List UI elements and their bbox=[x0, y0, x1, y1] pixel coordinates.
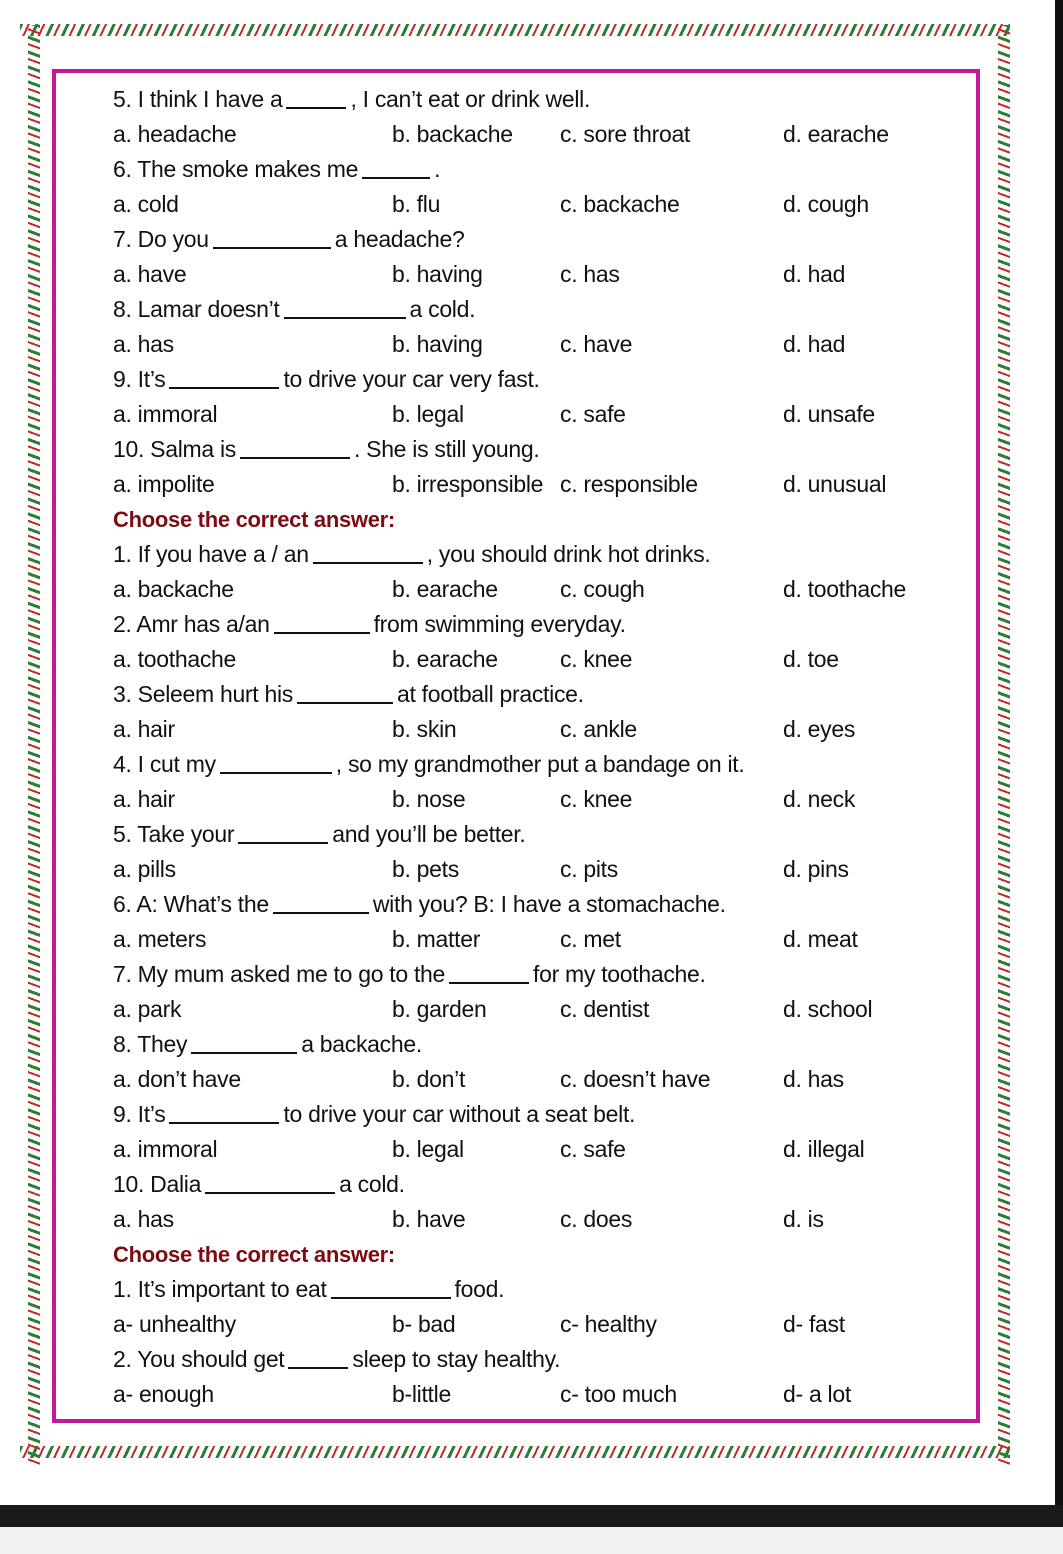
answer-option[interactable]: d. is bbox=[783, 1206, 824, 1232]
answer-option[interactable]: c. knee bbox=[560, 786, 633, 812]
question-text bbox=[113, 82, 973, 117]
question-stem: 3. Seleem hurt his bbox=[113, 681, 293, 707]
answer-option[interactable]: d. meat bbox=[783, 926, 858, 952]
question-ending: to drive your car without a seat belt. bbox=[283, 1101, 636, 1127]
answer-option[interactable]: c. pits bbox=[560, 856, 618, 882]
answer-option[interactable]: c. safe bbox=[560, 1136, 626, 1162]
answer-options bbox=[113, 922, 973, 957]
answer-option[interactable]: b. have bbox=[392, 1206, 466, 1232]
answer-blank[interactable] bbox=[213, 227, 331, 249]
question-stem: 5. Take your bbox=[113, 821, 235, 847]
answer-option[interactable]: c- healthy bbox=[560, 1311, 657, 1337]
answer-options bbox=[113, 117, 973, 152]
question-text bbox=[113, 432, 973, 467]
answer-option[interactable]: c. dentist bbox=[560, 996, 650, 1022]
answer-options bbox=[113, 1307, 973, 1342]
answer-blank[interactable] bbox=[191, 1032, 297, 1054]
answer-option[interactable]: a. park bbox=[113, 996, 182, 1022]
answer-option[interactable]: c. backache bbox=[560, 191, 680, 217]
answer-option[interactable]: b. garden bbox=[392, 996, 487, 1022]
answer-options bbox=[113, 712, 973, 747]
question-stem: 8. Lamar doesn’t bbox=[113, 296, 280, 322]
screen-bottom-bar bbox=[0, 1505, 1063, 1527]
answer-options bbox=[113, 257, 973, 292]
answer-option[interactable]: d. pins bbox=[783, 856, 849, 882]
question-text bbox=[113, 747, 973, 782]
answer-option[interactable]: a. backache bbox=[113, 576, 234, 602]
answer-blank[interactable] bbox=[313, 542, 423, 564]
answer-blank[interactable] bbox=[449, 962, 529, 984]
screen-bottom-strip bbox=[0, 1527, 1063, 1554]
answer-blank[interactable] bbox=[331, 1277, 451, 1299]
answer-option[interactable]: c. cough bbox=[560, 576, 645, 602]
screen-edge bbox=[1055, 0, 1063, 1505]
answer-blank[interactable] bbox=[169, 367, 279, 389]
question-text bbox=[113, 1097, 973, 1132]
answer-option[interactable]: c. knee bbox=[560, 646, 633, 672]
answer-blank[interactable] bbox=[240, 437, 350, 459]
question-text bbox=[113, 957, 973, 992]
answer-option[interactable]: d. had bbox=[783, 261, 846, 287]
question-stem: 7. My mum asked me to go to the bbox=[113, 961, 446, 987]
question-stem: 9. It’s bbox=[113, 366, 166, 392]
answer-option[interactable]: d. neck bbox=[783, 786, 856, 812]
answer-option[interactable]: c. sore throat bbox=[560, 121, 691, 147]
answer-option[interactable]: b. irresponsible bbox=[392, 471, 544, 497]
answer-option[interactable]: b. legal bbox=[392, 1136, 464, 1162]
question-ending: a backache. bbox=[301, 1031, 422, 1057]
question-text bbox=[113, 887, 973, 922]
answer-option[interactable]: b. skin bbox=[392, 716, 457, 742]
answer-option[interactable]: b. having bbox=[392, 261, 483, 287]
question-stem: 1. It’s important to eat bbox=[113, 1276, 327, 1302]
question-stem: 1. If you have a / an bbox=[113, 541, 309, 567]
answer-option[interactable]: b. matter bbox=[392, 926, 481, 952]
answer-option[interactable]: a. headache bbox=[113, 121, 237, 147]
answer-option[interactable]: d. earache bbox=[783, 121, 889, 147]
answer-blank[interactable] bbox=[169, 1102, 279, 1124]
answer-option[interactable]: a. impolite bbox=[113, 471, 215, 497]
answer-option[interactable]: d. toe bbox=[783, 646, 839, 672]
answer-option[interactable]: c. doesn’t have bbox=[560, 1066, 711, 1092]
answer-options bbox=[113, 467, 973, 502]
answer-option[interactable]: a. immoral bbox=[113, 1136, 218, 1162]
answer-option[interactable]: d. school bbox=[783, 996, 873, 1022]
question-text bbox=[113, 817, 973, 852]
question-stem: 6. A: What’s the bbox=[113, 891, 269, 917]
questions-list bbox=[113, 82, 973, 1412]
answer-option[interactable]: b. backache bbox=[392, 121, 513, 147]
answer-options bbox=[113, 1062, 973, 1097]
decorative-border-left bbox=[28, 25, 40, 1465]
question-ending: food. bbox=[454, 1276, 505, 1302]
answer-option[interactable]: a. hair bbox=[113, 786, 175, 812]
answer-options bbox=[113, 642, 973, 677]
answer-option[interactable]: b. earache bbox=[392, 576, 498, 602]
answer-option[interactable]: d. toothache bbox=[783, 576, 907, 602]
question-ending: from swimming everyday. bbox=[373, 611, 626, 637]
answer-option[interactable]: d- fast bbox=[783, 1311, 845, 1337]
answer-options bbox=[113, 1132, 973, 1167]
answer-options bbox=[113, 992, 973, 1027]
question-text bbox=[113, 677, 973, 712]
question-text bbox=[113, 362, 973, 397]
answer-option[interactable]: d. had bbox=[783, 331, 846, 357]
answer-option[interactable]: a. don’t have bbox=[113, 1066, 241, 1092]
answer-option[interactable]: a. cold bbox=[113, 191, 179, 217]
question-ending: to drive your car very fast. bbox=[283, 366, 540, 392]
question-text bbox=[113, 1272, 973, 1307]
question-text bbox=[113, 222, 973, 257]
answer-option[interactable]: a. immoral bbox=[113, 401, 218, 427]
answer-option[interactable]: d. cough bbox=[783, 191, 869, 217]
answer-option[interactable]: c. safe bbox=[560, 401, 626, 427]
question-stem: 6. The smoke makes me bbox=[113, 156, 359, 182]
answer-blank[interactable] bbox=[238, 822, 328, 844]
answer-option[interactable]: d. eyes bbox=[783, 716, 856, 742]
answer-option[interactable]: d. has bbox=[783, 1066, 844, 1092]
question-stem: 2. Amr has a/an bbox=[113, 611, 270, 637]
decorative-border-top bbox=[20, 24, 1010, 36]
question-text bbox=[113, 292, 973, 327]
question-text bbox=[113, 1027, 973, 1062]
question-stem: 4. I cut my bbox=[113, 751, 216, 777]
answer-option[interactable]: b. having bbox=[392, 331, 483, 357]
question-ending: a headache? bbox=[334, 226, 465, 252]
answer-option[interactable]: b. earache bbox=[392, 646, 498, 672]
question-stem: 8. They bbox=[113, 1031, 188, 1057]
answer-option[interactable]: d. illegal bbox=[783, 1136, 865, 1162]
answer-option[interactable]: a- unhealthy bbox=[113, 1311, 236, 1337]
question-ending: sleep to stay healthy. bbox=[352, 1346, 561, 1372]
answer-option[interactable]: a. pills bbox=[113, 856, 176, 882]
question-text bbox=[113, 152, 973, 187]
answer-option[interactable]: a. has bbox=[113, 1206, 174, 1232]
answer-option[interactable]: d. unsafe bbox=[783, 401, 875, 427]
question-ending: . bbox=[434, 156, 441, 182]
answer-option[interactable]: c. ankle bbox=[560, 716, 637, 742]
answer-option[interactable]: c. does bbox=[560, 1206, 633, 1232]
answer-options bbox=[113, 572, 973, 607]
question-stem: 10. Salma is bbox=[113, 436, 236, 462]
answer-option[interactable]: c- too much bbox=[560, 1381, 677, 1407]
question-stem: 5. I think I have a bbox=[113, 86, 283, 112]
question-ending: for my toothache. bbox=[533, 961, 706, 987]
answer-option[interactable]: a- enough bbox=[113, 1381, 214, 1407]
question-ending: , I can’t eat or drink well. bbox=[350, 86, 591, 112]
answer-option[interactable]: a. hair bbox=[113, 716, 175, 742]
answer-blank[interactable] bbox=[273, 892, 369, 914]
answer-option[interactable]: a. has bbox=[113, 331, 174, 357]
answer-blank[interactable] bbox=[288, 1347, 348, 1369]
answer-option[interactable]: b. flu bbox=[392, 191, 441, 217]
question-text bbox=[113, 1167, 973, 1202]
section-heading: Choose the correct answer: bbox=[113, 507, 395, 532]
question-stem: 7. Do you bbox=[113, 226, 209, 252]
answer-blank[interactable] bbox=[286, 87, 346, 109]
answer-option[interactable]: b-little bbox=[392, 1381, 451, 1407]
answer-option[interactable]: b. pets bbox=[392, 856, 459, 882]
question-ending: a cold. bbox=[409, 296, 476, 322]
answer-options bbox=[113, 782, 973, 817]
decorative-border-bottom bbox=[20, 1446, 1010, 1458]
question-text bbox=[113, 607, 973, 642]
question-stem: 2. You should get bbox=[113, 1346, 285, 1372]
answer-blank[interactable] bbox=[205, 1172, 335, 1194]
answer-option[interactable]: d- a lot bbox=[783, 1381, 851, 1407]
question-ending: , so my grandmother put a bandage on it. bbox=[335, 751, 745, 777]
answer-option[interactable]: b. legal bbox=[392, 401, 464, 427]
answer-blank[interactable] bbox=[220, 752, 332, 774]
answer-option[interactable]: c. responsible bbox=[560, 471, 698, 497]
answer-option[interactable]: a. meters bbox=[113, 926, 207, 952]
answer-blank[interactable] bbox=[274, 612, 370, 634]
answer-option[interactable]: b. don’t bbox=[392, 1066, 466, 1092]
answer-option[interactable]: a. toothache bbox=[113, 646, 237, 672]
answer-options bbox=[113, 852, 973, 887]
answer-options bbox=[113, 397, 973, 432]
question-ending: at football practice. bbox=[396, 681, 584, 707]
answer-blank[interactable] bbox=[362, 157, 430, 179]
answer-option[interactable]: c. has bbox=[560, 261, 620, 287]
question-text bbox=[113, 537, 973, 572]
question-ending: a cold. bbox=[339, 1171, 405, 1197]
answer-option[interactable]: b- bad bbox=[392, 1311, 456, 1337]
answer-option[interactable]: c. met bbox=[560, 926, 621, 952]
question-ending: and you’ll be better. bbox=[332, 821, 526, 847]
question-stem: 10. Dalia bbox=[113, 1171, 202, 1197]
answer-options bbox=[113, 1202, 973, 1237]
section-heading: Choose the correct answer: bbox=[113, 1242, 395, 1267]
question-ending: , you should drink hot drinks. bbox=[426, 541, 711, 567]
answer-blank[interactable] bbox=[284, 297, 406, 319]
answer-option[interactable]: a. have bbox=[113, 261, 187, 287]
answer-blank[interactable] bbox=[297, 682, 393, 704]
decorative-border-right bbox=[998, 25, 1010, 1465]
question-ending: . She is still young. bbox=[353, 436, 540, 462]
answer-option[interactable]: d. unusual bbox=[783, 471, 887, 497]
answer-options bbox=[113, 1377, 973, 1412]
answer-option[interactable]: b. nose bbox=[392, 786, 466, 812]
question-text bbox=[113, 1342, 973, 1377]
answer-option[interactable]: c. have bbox=[560, 331, 633, 357]
answer-options bbox=[113, 187, 973, 222]
answer-options bbox=[113, 327, 973, 362]
question-stem: 9. It’s bbox=[113, 1101, 166, 1127]
question-ending: with you? B: I have a stomachache. bbox=[372, 891, 726, 917]
